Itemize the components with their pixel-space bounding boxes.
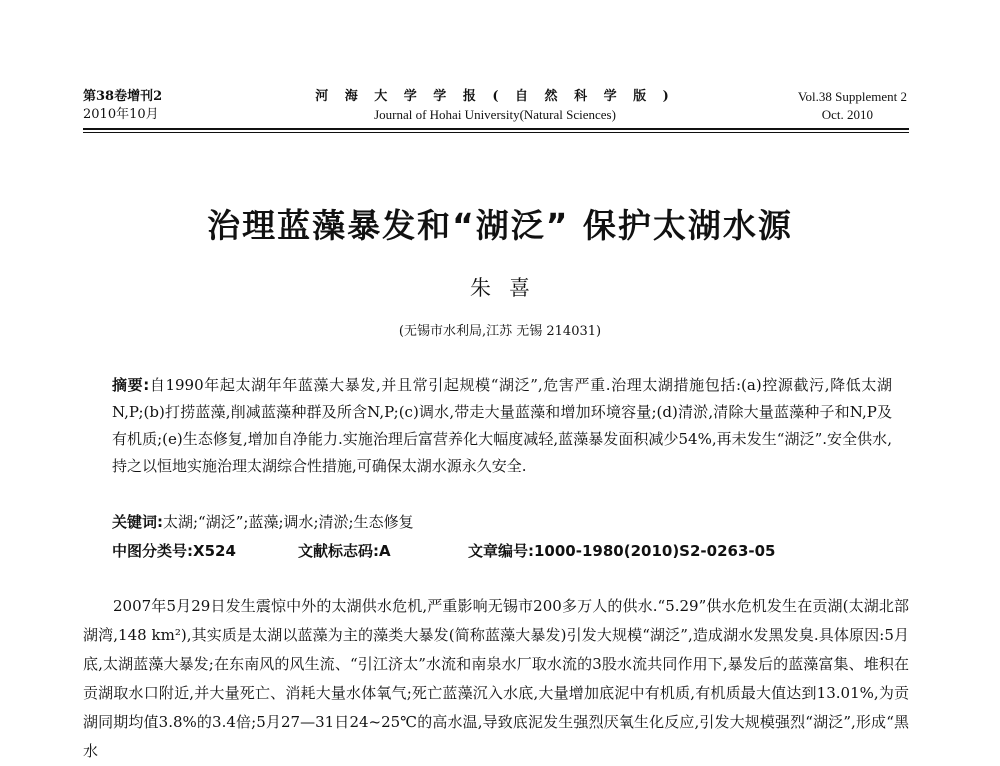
clc-number: 中图分类号:X524 — [112, 542, 236, 560]
abstract-text: 自1990年起太湖年年蓝藻大暴发,并且常引起规模“湖泛”,危害严重.治理太湖措施包括:(a)控源截污,降低太湖N,P;(b)打捞蓝藻,削减蓝藻种群及所含N,P;(c)调水,带走大量蓝藻和增加环境容量;(d)清淤,清除大量蓝藻种子和N,P及有机质;(e)生态修复,增加自净能力.实施治理后富营养化大幅度减轻,蓝藻暴发面积减少54%,再未发生“湖泛”.安全供水,持之以恒地实施治理太湖综合性措施,可确保太湖水源永久安全. — [112, 376, 892, 475]
journal-name-en: Journal of Hohai University(Natural Sciences) — [374, 107, 616, 122]
keywords-text: 太湖;“湖泛”;蓝藻;调水;清淤;生态修复 — [163, 513, 414, 531]
volume-line-en: Vol.38 Supplement 2 — [797, 89, 907, 104]
volume-info-en — [798, 88, 907, 124]
abstract-label: 摘要: — [112, 376, 150, 394]
journal-name — [83, 88, 907, 124]
classification-line — [112, 540, 892, 561]
journal-name-cn: 河 海 大 学 学 报 ( 自 然 科 学 版 ) — [315, 89, 675, 104]
volume-line: 第38卷增刊2 — [83, 89, 163, 104]
document-code: 文献标志码:A — [298, 542, 391, 560]
date-line-en: Oct. 2010 — [821, 107, 873, 122]
header-rule-thick — [83, 128, 909, 130]
date-line: 2010年10月 — [83, 107, 159, 122]
author-affiliation: (无锡市水利局,江苏 无锡 214031) — [398, 324, 602, 339]
running-header — [83, 88, 907, 128]
author-name: 朱喜 — [470, 276, 548, 300]
keywords-label: 关键词: — [112, 513, 163, 531]
article-title: 治理蓝藻暴发和“湖泛” 保护太湖水源 — [207, 206, 793, 245]
abstract — [112, 372, 892, 480]
article-number: 文章编号:1000-1980(2010)S2-0263-05 — [468, 542, 776, 560]
body-paragraph: 2007年5月29日发生震惊中外的太湖供水危机,严重影响无锡市200多万人的供水.“5.29”供水危机发生在贡湖(太湖北部湖湾,148 km²),其实质是太湖以蓝藻为主的藻类大暴发(简称蓝藻大暴发)引发大规模“湖泛”,造成湖水发黑发臭.具体原因:5月底,太湖蓝藻大暴发;在东南风的风生流、“引江济太”水流和南泉水厂取水流的3股水流共同作用下,暴发后的蓝藻富集、堆积在贡湖取水口附近,并大量死亡、消耗大量水体氧气;死亡蓝藻沉入水底,大量增加底泥中有机质,有机质最大值达到13.01%,为贡湖同期均值3.8%的3.4倍;5月27—31日24~25℃的高水温,导致底泥发生强烈厌氧生化反应,引发大规模强烈“湖泛”,形成“黑水 — [83, 597, 909, 760]
header-rule-thin — [83, 132, 909, 133]
body-text — [83, 592, 909, 766]
keywords — [112, 511, 892, 532]
